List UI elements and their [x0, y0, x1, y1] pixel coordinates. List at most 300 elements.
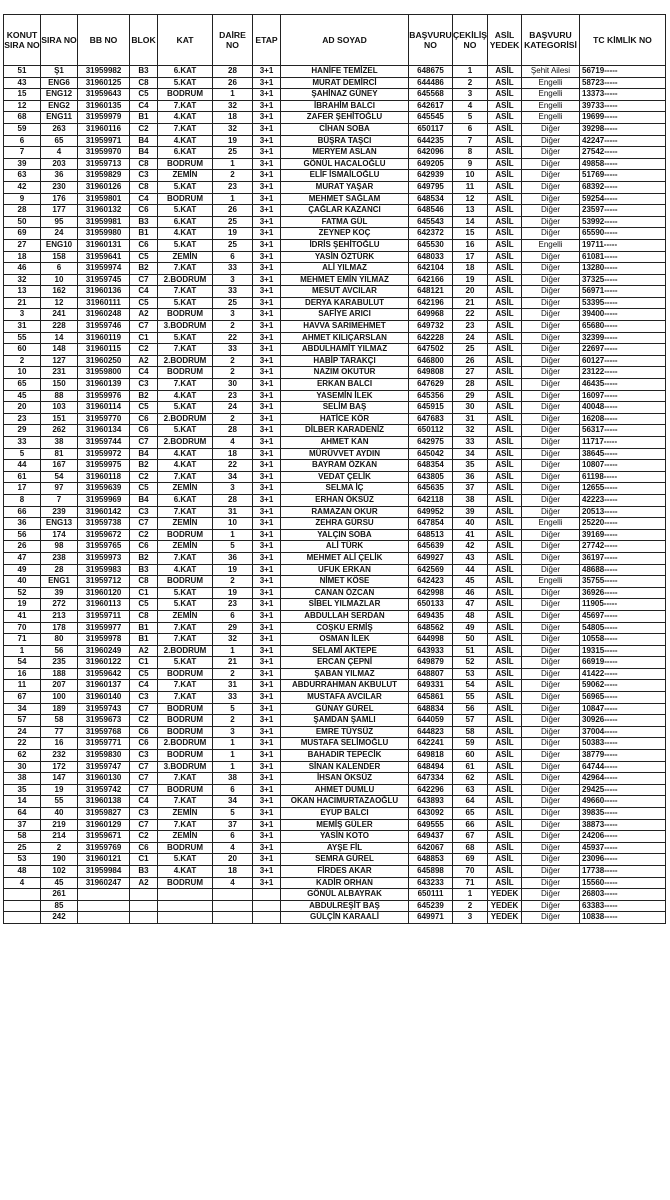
- table-row: [4, 402, 666, 414]
- cell-konut-sira-no: 39: [4, 158, 41, 170]
- cell-konut-sira-no: 31: [4, 321, 41, 333]
- cell-asil-yedek: ASİL: [488, 263, 522, 275]
- cell-asil-yedek: ASİL: [488, 645, 522, 657]
- cell-kat: ZEMİN: [158, 541, 213, 553]
- cell-blok: C7: [130, 321, 158, 333]
- cell-tc-kimlik-no: 60127-----: [580, 355, 666, 367]
- cell-bb-no: 31960249: [78, 645, 130, 657]
- table-row: [4, 819, 666, 831]
- cell-basvuru-no: 642067: [409, 842, 453, 854]
- cell-sira-no: 219: [41, 819, 78, 831]
- cell-bb-no: 31960119: [78, 332, 130, 344]
- cell-bb-no: 31959984: [78, 865, 130, 877]
- cell-sira-no: 207: [41, 680, 78, 692]
- cell-basvuru-no: 645543: [409, 216, 453, 228]
- table-row: [4, 518, 666, 530]
- cell-ad-soyad: ŞABAN YILMAZ: [281, 668, 409, 680]
- cell-bb-no: 31959827: [78, 808, 130, 820]
- cell-basvuru-no: 645861: [409, 692, 453, 704]
- cell-blok: C8: [130, 610, 158, 622]
- cell-tc-kimlik-no: 39298-----: [580, 123, 666, 135]
- cell-daire-no: 32: [213, 634, 253, 646]
- table-row: [4, 726, 666, 738]
- cell-tc-kimlik-no: 16097-----: [580, 390, 666, 402]
- cell-cekilis-no: 67: [453, 831, 488, 843]
- cell-blok: C4: [130, 680, 158, 692]
- cell-tc-kimlik-no: 10838-----: [580, 912, 666, 924]
- cell-ad-soyad: CİHAN SOBA: [281, 123, 409, 135]
- cell-cekilis-no: 11: [453, 181, 488, 193]
- cell-daire-no: 21: [213, 657, 253, 669]
- cell-asil-yedek: ASİL: [488, 274, 522, 286]
- cell-etap: 3+1: [253, 494, 281, 506]
- cell-cekilis-no: 1: [453, 889, 488, 901]
- cell-blok: C7: [130, 437, 158, 449]
- table-row: [4, 773, 666, 785]
- cell-basvuru-no: 643092: [409, 808, 453, 820]
- cell-cekilis-no: 20: [453, 286, 488, 298]
- cell-bb-no: 31960125: [78, 77, 130, 89]
- cell-bb-no: 31959972: [78, 448, 130, 460]
- cell-ad-soyad: İBRAHİM BALCI: [281, 100, 409, 112]
- cell-tc-kimlik-no: 17738-----: [580, 865, 666, 877]
- cell-sira-no: ENG11: [41, 112, 78, 124]
- cell-tc-kimlik-no: 39733-----: [580, 100, 666, 112]
- table-row: [4, 471, 666, 483]
- cell-etap: [253, 900, 281, 912]
- table-row: [4, 622, 666, 634]
- cell-basvuru-no: 648546: [409, 205, 453, 217]
- cell-basvuru-no: 648675: [409, 66, 453, 78]
- cell-asil-yedek: ASİL: [488, 773, 522, 785]
- cell-bb-no: [78, 912, 130, 924]
- cell-basvuru-no: 647683: [409, 413, 453, 425]
- cell-sira-no: 45: [41, 877, 78, 889]
- cell-bb-no: 31959982: [78, 66, 130, 78]
- cell-sira-no: 231: [41, 367, 78, 379]
- cell-asil-yedek: ASİL: [488, 158, 522, 170]
- cell-ad-soyad: ABDURRAHMAN AKBULUT: [281, 680, 409, 692]
- cell-tc-kimlik-no: 56317-----: [580, 425, 666, 437]
- cell-blok: C1: [130, 332, 158, 344]
- table-row: [4, 216, 666, 228]
- cell-tc-kimlik-no: 54805-----: [580, 622, 666, 634]
- cell-kat: BODRUM: [158, 529, 213, 541]
- cell-konut-sira-no: 42: [4, 181, 41, 193]
- cell-bb-no: 31959801: [78, 193, 130, 205]
- cell-bb-no: 31960129: [78, 819, 130, 831]
- cell-basvuru-kategorisi: Diğer: [522, 309, 580, 321]
- cell-kat: 7.KAT: [158, 552, 213, 564]
- table-row: [4, 147, 666, 159]
- cell-daire-no: 1: [213, 750, 253, 762]
- column-header-basvuru-no: BAŞVURU NO: [409, 15, 453, 66]
- cell-basvuru-no: 642096: [409, 147, 453, 159]
- cell-kat: 3.BODRUM: [158, 321, 213, 333]
- cell-asil-yedek: ASİL: [488, 344, 522, 356]
- cell-basvuru-no: 643933: [409, 645, 453, 657]
- cell-basvuru-kategorisi: Diğer: [522, 564, 580, 576]
- cell-sira-no: 203: [41, 158, 78, 170]
- cell-tc-kimlik-no: 42223-----: [580, 494, 666, 506]
- cell-konut-sira-no: 2: [4, 355, 41, 367]
- cell-konut-sira-no: 35: [4, 784, 41, 796]
- cell-bb-no: 31960137: [78, 680, 130, 692]
- cell-basvuru-kategorisi: Diğer: [522, 123, 580, 135]
- cell-tc-kimlik-no: 29425-----: [580, 784, 666, 796]
- cell-daire-no: 26: [213, 77, 253, 89]
- cell-etap: 3+1: [253, 645, 281, 657]
- table-row: [4, 332, 666, 344]
- cell-tc-kimlik-no: 59254-----: [580, 193, 666, 205]
- cell-basvuru-no: 647629: [409, 379, 453, 391]
- cell-etap: [253, 912, 281, 924]
- cell-bb-no: 31959743: [78, 703, 130, 715]
- cell-blok: A2: [130, 645, 158, 657]
- cell-konut-sira-no: 58: [4, 831, 41, 843]
- cell-bb-no: 31959639: [78, 483, 130, 495]
- cell-basvuru-kategorisi: Diğer: [522, 355, 580, 367]
- cell-sira-no: 188: [41, 668, 78, 680]
- cell-blok: C1: [130, 587, 158, 599]
- cell-sira-no: 214: [41, 831, 78, 843]
- cell-blok: C5: [130, 89, 158, 101]
- cell-basvuru-no: 650112: [409, 425, 453, 437]
- cell-kat: 7.KAT: [158, 286, 213, 298]
- cell-basvuru-no: 648033: [409, 251, 453, 263]
- cell-basvuru-kategorisi: Diğer: [522, 865, 580, 877]
- cell-konut-sira-no: 34: [4, 703, 41, 715]
- table-row: [4, 854, 666, 866]
- cell-bb-no: 31960138: [78, 796, 130, 808]
- cell-sira-no: 12: [41, 297, 78, 309]
- cell-daire-no: 25: [213, 216, 253, 228]
- table-row: [4, 587, 666, 599]
- cell-daire-no: 24: [213, 402, 253, 414]
- cell-etap: 3+1: [253, 355, 281, 367]
- cell-konut-sira-no: [4, 912, 41, 924]
- cell-kat: 2.BODRUM: [158, 274, 213, 286]
- cell-sira-no: 262: [41, 425, 78, 437]
- cell-ad-soyad: NAZIM OKUTUR: [281, 367, 409, 379]
- cell-cekilis-no: 48: [453, 610, 488, 622]
- cell-sira-no: ENG6: [41, 77, 78, 89]
- cell-ad-soyad: ŞAHİNAZ GÜNEY: [281, 89, 409, 101]
- cell-kat: BODRUM: [158, 715, 213, 727]
- cell-basvuru-no: 646800: [409, 355, 453, 367]
- cell-ad-soyad: DİLBER KARADENİZ: [281, 425, 409, 437]
- cell-sira-no: 174: [41, 529, 78, 541]
- table-row: [4, 900, 666, 912]
- cell-basvuru-no: 645530: [409, 239, 453, 251]
- cell-asil-yedek: ASİL: [488, 761, 522, 773]
- cell-konut-sira-no: 53: [4, 854, 41, 866]
- cell-basvuru-kategorisi: Diğer: [522, 750, 580, 762]
- cell-bb-no: 31960122: [78, 657, 130, 669]
- cell-etap: 3+1: [253, 321, 281, 333]
- cell-asil-yedek: ASİL: [488, 784, 522, 796]
- cell-kat: 4.KAT: [158, 448, 213, 460]
- cell-basvuru-no: 648354: [409, 460, 453, 472]
- cell-asil-yedek: ASİL: [488, 552, 522, 564]
- cell-konut-sira-no: 16: [4, 668, 41, 680]
- cell-konut-sira-no: 20: [4, 402, 41, 414]
- cell-etap: 3+1: [253, 123, 281, 135]
- cell-daire-no: 10: [213, 518, 253, 530]
- cell-basvuru-kategorisi: Diğer: [522, 471, 580, 483]
- cell-konut-sira-no: 64: [4, 808, 41, 820]
- cell-ad-soyad: MERYEM ASLAN: [281, 147, 409, 159]
- cell-daire-no: 31: [213, 680, 253, 692]
- cell-bb-no: 31960113: [78, 599, 130, 611]
- cell-basvuru-no: 648513: [409, 529, 453, 541]
- cell-etap: 3+1: [253, 135, 281, 147]
- cell-cekilis-no: 1: [453, 66, 488, 78]
- cell-ad-soyad: FATMA GÜL: [281, 216, 409, 228]
- cell-basvuru-no: 649435: [409, 610, 453, 622]
- cell-daire-no: [213, 889, 253, 901]
- cell-cekilis-no: 46: [453, 587, 488, 599]
- cell-ad-soyad: GÜNAY GÜREL: [281, 703, 409, 715]
- cell-cekilis-no: 51: [453, 645, 488, 657]
- cell-kat: BODRUM: [158, 158, 213, 170]
- cell-blok: B4: [130, 147, 158, 159]
- cell-etap: 3+1: [253, 437, 281, 449]
- cell-etap: 3+1: [253, 483, 281, 495]
- table-row: [4, 842, 666, 854]
- cell-etap: 3+1: [253, 518, 281, 530]
- cell-cekilis-no: 56: [453, 703, 488, 715]
- cell-basvuru-no: 642975: [409, 437, 453, 449]
- cell-konut-sira-no: 19: [4, 599, 41, 611]
- cell-kat: 7.KAT: [158, 796, 213, 808]
- cell-daire-no: 23: [213, 181, 253, 193]
- cell-tc-kimlik-no: 61081-----: [580, 251, 666, 263]
- cell-basvuru-kategorisi: Diğer: [522, 668, 580, 680]
- cell-tc-kimlik-no: 41422-----: [580, 668, 666, 680]
- cell-blok: C2: [130, 529, 158, 541]
- cell-ad-soyad: SİBEL YILMAZLAR: [281, 599, 409, 611]
- cell-tc-kimlik-no: 13373-----: [580, 89, 666, 101]
- cell-basvuru-no: 642196: [409, 297, 453, 309]
- cell-cekilis-no: 33: [453, 437, 488, 449]
- cell-ad-soyad: NİMET KÖSE: [281, 576, 409, 588]
- cell-tc-kimlik-no: 36197-----: [580, 552, 666, 564]
- cell-blok: B3: [130, 216, 158, 228]
- cell-cekilis-no: 57: [453, 715, 488, 727]
- cell-ad-soyad: OKAN HACIMURTAZAOĞLU: [281, 796, 409, 808]
- table-row: [4, 181, 666, 193]
- cell-sira-no: 24: [41, 228, 78, 240]
- column-header-konut-sira-no: KONUT SIRA NO: [4, 15, 41, 66]
- cell-daire-no: 1: [213, 89, 253, 101]
- cell-kat: 3.BODRUM: [158, 761, 213, 773]
- cell-basvuru-no: 649808: [409, 367, 453, 379]
- cell-basvuru-no: 649952: [409, 506, 453, 518]
- table-row: [4, 576, 666, 588]
- table-row: [4, 680, 666, 692]
- cell-kat: BODRUM: [158, 726, 213, 738]
- cell-basvuru-no: 647334: [409, 773, 453, 785]
- table-row: [4, 344, 666, 356]
- cell-blok: C3: [130, 692, 158, 704]
- cell-blok: C2: [130, 715, 158, 727]
- cell-tc-kimlik-no: 24206-----: [580, 831, 666, 843]
- column-header-etap: ETAP: [253, 15, 281, 66]
- cell-daire-no: 28: [213, 494, 253, 506]
- cell-basvuru-kategorisi: Diğer: [522, 599, 580, 611]
- table-row: [4, 715, 666, 727]
- cell-konut-sira-no: 52: [4, 587, 41, 599]
- cell-tc-kimlik-no: 38873-----: [580, 819, 666, 831]
- cell-bb-no: 31959800: [78, 367, 130, 379]
- cell-basvuru-no: 649555: [409, 819, 453, 831]
- cell-blok: B1: [130, 228, 158, 240]
- cell-bb-no: 31960114: [78, 402, 130, 414]
- cell-cekilis-no: 61: [453, 761, 488, 773]
- cell-basvuru-kategorisi: Diğer: [522, 425, 580, 437]
- cell-cekilis-no: 21: [453, 297, 488, 309]
- cell-daire-no: 4: [213, 437, 253, 449]
- cell-sira-no: Ş1: [41, 66, 78, 78]
- cell-konut-sira-no: 62: [4, 750, 41, 762]
- cell-kat: BODRUM: [158, 703, 213, 715]
- cell-ad-soyad: SAFİYE ARICI: [281, 309, 409, 321]
- cell-basvuru-kategorisi: Engelli: [522, 518, 580, 530]
- cell-etap: 3+1: [253, 239, 281, 251]
- cell-kat: 2.BODRUM: [158, 355, 213, 367]
- cell-cekilis-no: 70: [453, 865, 488, 877]
- cell-konut-sira-no: 68: [4, 112, 41, 124]
- cell-basvuru-kategorisi: Engelli: [522, 100, 580, 112]
- cell-ad-soyad: VEDAT ÇELİK: [281, 471, 409, 483]
- cell-bb-no: 31960118: [78, 471, 130, 483]
- cell-kat: 5.KAT: [158, 332, 213, 344]
- cell-konut-sira-no: 50: [4, 216, 41, 228]
- cell-konut-sira-no: 54: [4, 657, 41, 669]
- cell-ad-soyad: EMRE TÜYSÜZ: [281, 726, 409, 738]
- cell-cekilis-no: 44: [453, 564, 488, 576]
- cell-basvuru-kategorisi: Diğer: [522, 228, 580, 240]
- cell-kat: [158, 912, 213, 924]
- column-header-kat: KAT: [158, 15, 213, 66]
- cell-ad-soyad: ÇAĞLAR KAZANCI: [281, 205, 409, 217]
- cell-etap: 3+1: [253, 738, 281, 750]
- cell-ad-soyad: ZAFER ŞEHİTOĞLU: [281, 112, 409, 124]
- cell-basvuru-kategorisi: Diğer: [522, 529, 580, 541]
- cell-bb-no: 31960136: [78, 286, 130, 298]
- cell-blok: B3: [130, 66, 158, 78]
- cell-ad-soyad: İDRİS ŞEHİTOĞLU: [281, 239, 409, 251]
- cell-etap: 3+1: [253, 170, 281, 182]
- cell-ad-soyad: MEMİŞ GÜLER: [281, 819, 409, 831]
- cell-asil-yedek: ASİL: [488, 66, 522, 78]
- cell-kat: 4.KAT: [158, 390, 213, 402]
- cell-ad-soyad: YASİN KOTO: [281, 831, 409, 843]
- cell-kat: 5.KAT: [158, 402, 213, 414]
- cell-blok: C3: [130, 808, 158, 820]
- cell-kat: BODRUM: [158, 750, 213, 762]
- table-row: [4, 158, 666, 170]
- cell-daire-no: 33: [213, 344, 253, 356]
- cell-asil-yedek: ASİL: [488, 622, 522, 634]
- cell-daire-no: 6: [213, 784, 253, 796]
- cell-basvuru-kategorisi: Diğer: [522, 297, 580, 309]
- cell-cekilis-no: 26: [453, 355, 488, 367]
- cell-asil-yedek: ASİL: [488, 367, 522, 379]
- cell-cekilis-no: 28: [453, 379, 488, 391]
- cell-asil-yedek: ASİL: [488, 796, 522, 808]
- cell-bb-no: 31959712: [78, 576, 130, 588]
- cell-bb-no: 31960130: [78, 773, 130, 785]
- cell-asil-yedek: ASİL: [488, 808, 522, 820]
- cell-cekilis-no: 66: [453, 819, 488, 831]
- cell-ad-soyad: ERHAN ÖKSÜZ: [281, 494, 409, 506]
- table-row: [4, 494, 666, 506]
- cell-asil-yedek: YEDEK: [488, 889, 522, 901]
- cell-basvuru-no: 649795: [409, 181, 453, 193]
- cell-basvuru-no: 647854: [409, 518, 453, 530]
- cell-bb-no: 31960248: [78, 309, 130, 321]
- cell-blok: C5: [130, 251, 158, 263]
- cell-sira-no: 263: [41, 123, 78, 135]
- column-header-cekilis-no: ÇEKİLİŞ NO: [453, 15, 488, 66]
- cell-ad-soyad: ELİF İSMAİLOĞLU: [281, 170, 409, 182]
- cell-cekilis-no: 19: [453, 274, 488, 286]
- cell-kat: ZEMİN: [158, 808, 213, 820]
- cell-ad-soyad: YASEMİN İLEK: [281, 390, 409, 402]
- cell-bb-no: 31959711: [78, 610, 130, 622]
- cell-asil-yedek: ASİL: [488, 518, 522, 530]
- cell-daire-no: 2: [213, 367, 253, 379]
- cell-blok: C6: [130, 738, 158, 750]
- cell-asil-yedek: YEDEK: [488, 900, 522, 912]
- cell-kat: ZEMİN: [158, 610, 213, 622]
- cell-sira-no: 162: [41, 286, 78, 298]
- table-row: [4, 437, 666, 449]
- cell-basvuru-no: 642296: [409, 784, 453, 796]
- cell-basvuru-kategorisi: Diğer: [522, 842, 580, 854]
- table-row: [4, 66, 666, 78]
- cell-kat: 2.BODRUM: [158, 645, 213, 657]
- cell-konut-sira-no: 30: [4, 761, 41, 773]
- cell-bb-no: 31959641: [78, 251, 130, 263]
- cell-daire-no: 5: [213, 541, 253, 553]
- cell-basvuru-kategorisi: Diğer: [522, 703, 580, 715]
- cell-konut-sira-no: 5: [4, 448, 41, 460]
- cell-cekilis-no: 16: [453, 239, 488, 251]
- cell-basvuru-kategorisi: Diğer: [522, 657, 580, 669]
- cell-tc-kimlik-no: 27542-----: [580, 147, 666, 159]
- cell-ad-soyad: AHMET KAN: [281, 437, 409, 449]
- cell-basvuru-kategorisi: Diğer: [522, 413, 580, 425]
- cell-kat: 7.KAT: [158, 622, 213, 634]
- cell-kat: 5.KAT: [158, 205, 213, 217]
- cell-kat: BODRUM: [158, 576, 213, 588]
- cell-basvuru-no: 645042: [409, 448, 453, 460]
- cell-basvuru-no: 642166: [409, 274, 453, 286]
- cell-tc-kimlik-no: 32399-----: [580, 332, 666, 344]
- cell-basvuru-no: 647502: [409, 344, 453, 356]
- cell-kat: BODRUM: [158, 89, 213, 101]
- cell-basvuru-kategorisi: Diğer: [522, 344, 580, 356]
- cell-daire-no: 19: [213, 587, 253, 599]
- cell-sira-no: ENG12: [41, 89, 78, 101]
- cell-blok: B2: [130, 552, 158, 564]
- cell-bb-no: 31959765: [78, 541, 130, 553]
- table-row: [4, 599, 666, 611]
- cell-asil-yedek: ASİL: [488, 216, 522, 228]
